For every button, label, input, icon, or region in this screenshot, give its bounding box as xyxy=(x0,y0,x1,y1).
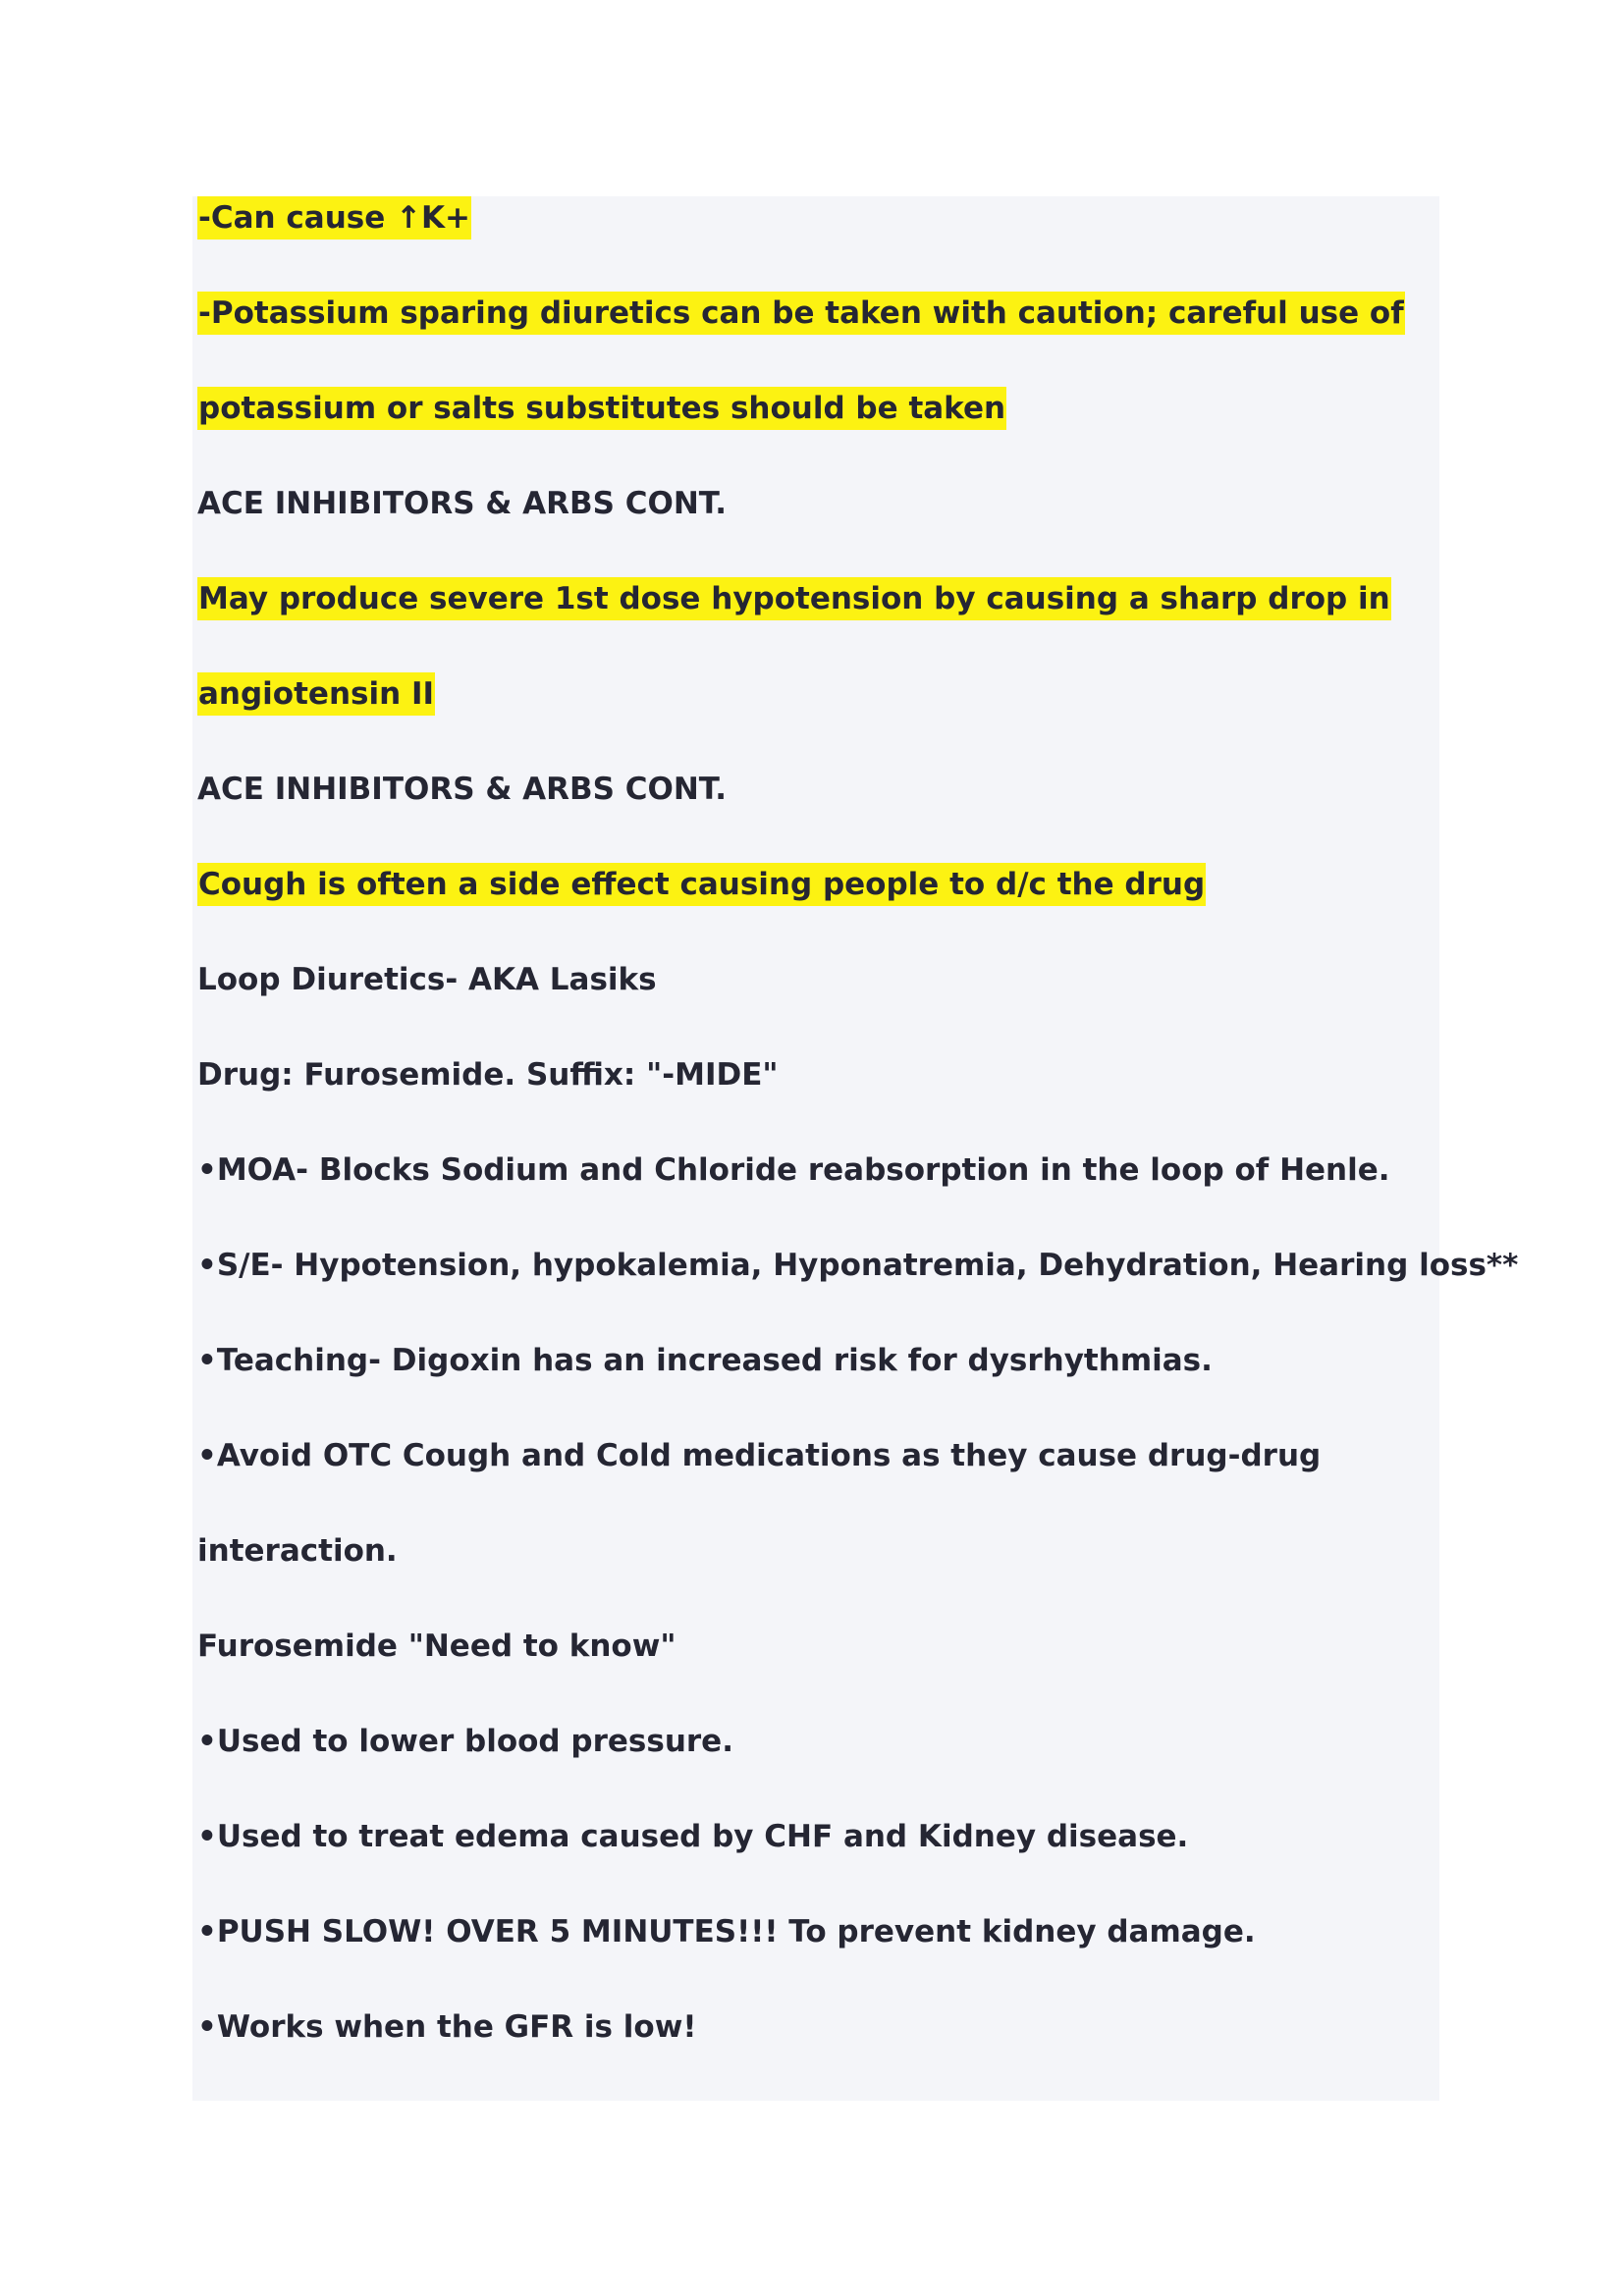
line-text: Drug: Furosemide. Suffix: "-MIDE" xyxy=(197,1057,779,1093)
bullet-item xyxy=(197,1434,1321,1477)
line-text: ACE INHIBITORS & ARBS CONT. xyxy=(197,486,728,521)
document-line-highlighted xyxy=(197,196,471,240)
section-heading xyxy=(197,1625,676,1668)
bullet-item xyxy=(197,1815,1188,1858)
document-line xyxy=(197,1053,779,1096)
line-text: -Can cause ↑K+ xyxy=(197,196,471,240)
bullet-item xyxy=(197,1339,1213,1382)
line-text: ACE INHIBITORS & ARBS CONT. xyxy=(197,772,728,807)
document-line-highlighted xyxy=(197,863,1206,906)
line-text: •Teaching- Digoxin has an increased risk for dysrhythmias. xyxy=(197,1343,1213,1378)
section-heading xyxy=(197,958,657,1001)
line-text: Loop Diuretics- AKA Lasiks xyxy=(197,962,657,997)
bullet-item-continuation xyxy=(197,1529,398,1573)
line-text: •Works when the GFR is low! xyxy=(197,2009,697,2045)
section-heading xyxy=(197,768,727,811)
bullet-item xyxy=(197,1910,1256,1953)
line-text: •PUSH SLOW! OVER 5 MINUTES!!! To prevent kidney damage. xyxy=(197,1914,1256,1949)
line-text: Cough is often a side effect causing people to d/c the drug xyxy=(197,863,1206,906)
bullet-item xyxy=(197,1720,733,1763)
line-text: potassium or salts substitutes should be taken xyxy=(197,387,1006,430)
line-text: •S/E- Hypotension, hypokalemia, Hyponatremia, Dehydration, Hearing loss** xyxy=(197,1248,1519,1283)
bullet-item xyxy=(197,1244,1518,1287)
line-text: •Used to lower blood pressure. xyxy=(197,1724,733,1759)
bullet-item xyxy=(197,1148,1390,1192)
line-text: interaction. xyxy=(197,1533,398,1569)
line-text: •Avoid OTC Cough and Cold medications as they cause drug-drug xyxy=(197,1438,1322,1473)
bullet-item xyxy=(197,2005,697,2049)
line-text: May produce severe 1st dose hypotension by causing a sharp drop in xyxy=(197,577,1391,620)
section-heading xyxy=(197,482,727,525)
document-line-highlighted xyxy=(197,672,435,716)
document-line-highlighted xyxy=(197,387,1006,430)
line-text: -Potassium sparing diuretics can be taken with caution; careful use of xyxy=(197,292,1405,335)
line-text: Furosemide "Need to know" xyxy=(197,1629,676,1664)
document-line-highlighted xyxy=(197,292,1405,335)
line-text: angiotensin II xyxy=(197,672,435,716)
line-text: •Used to treat edema caused by CHF and Kidney disease. xyxy=(197,1819,1189,1854)
document-line-highlighted xyxy=(197,577,1391,620)
line-text: •MOA- Blocks Sodium and Chloride reabsorption in the loop of Henle. xyxy=(197,1152,1390,1188)
